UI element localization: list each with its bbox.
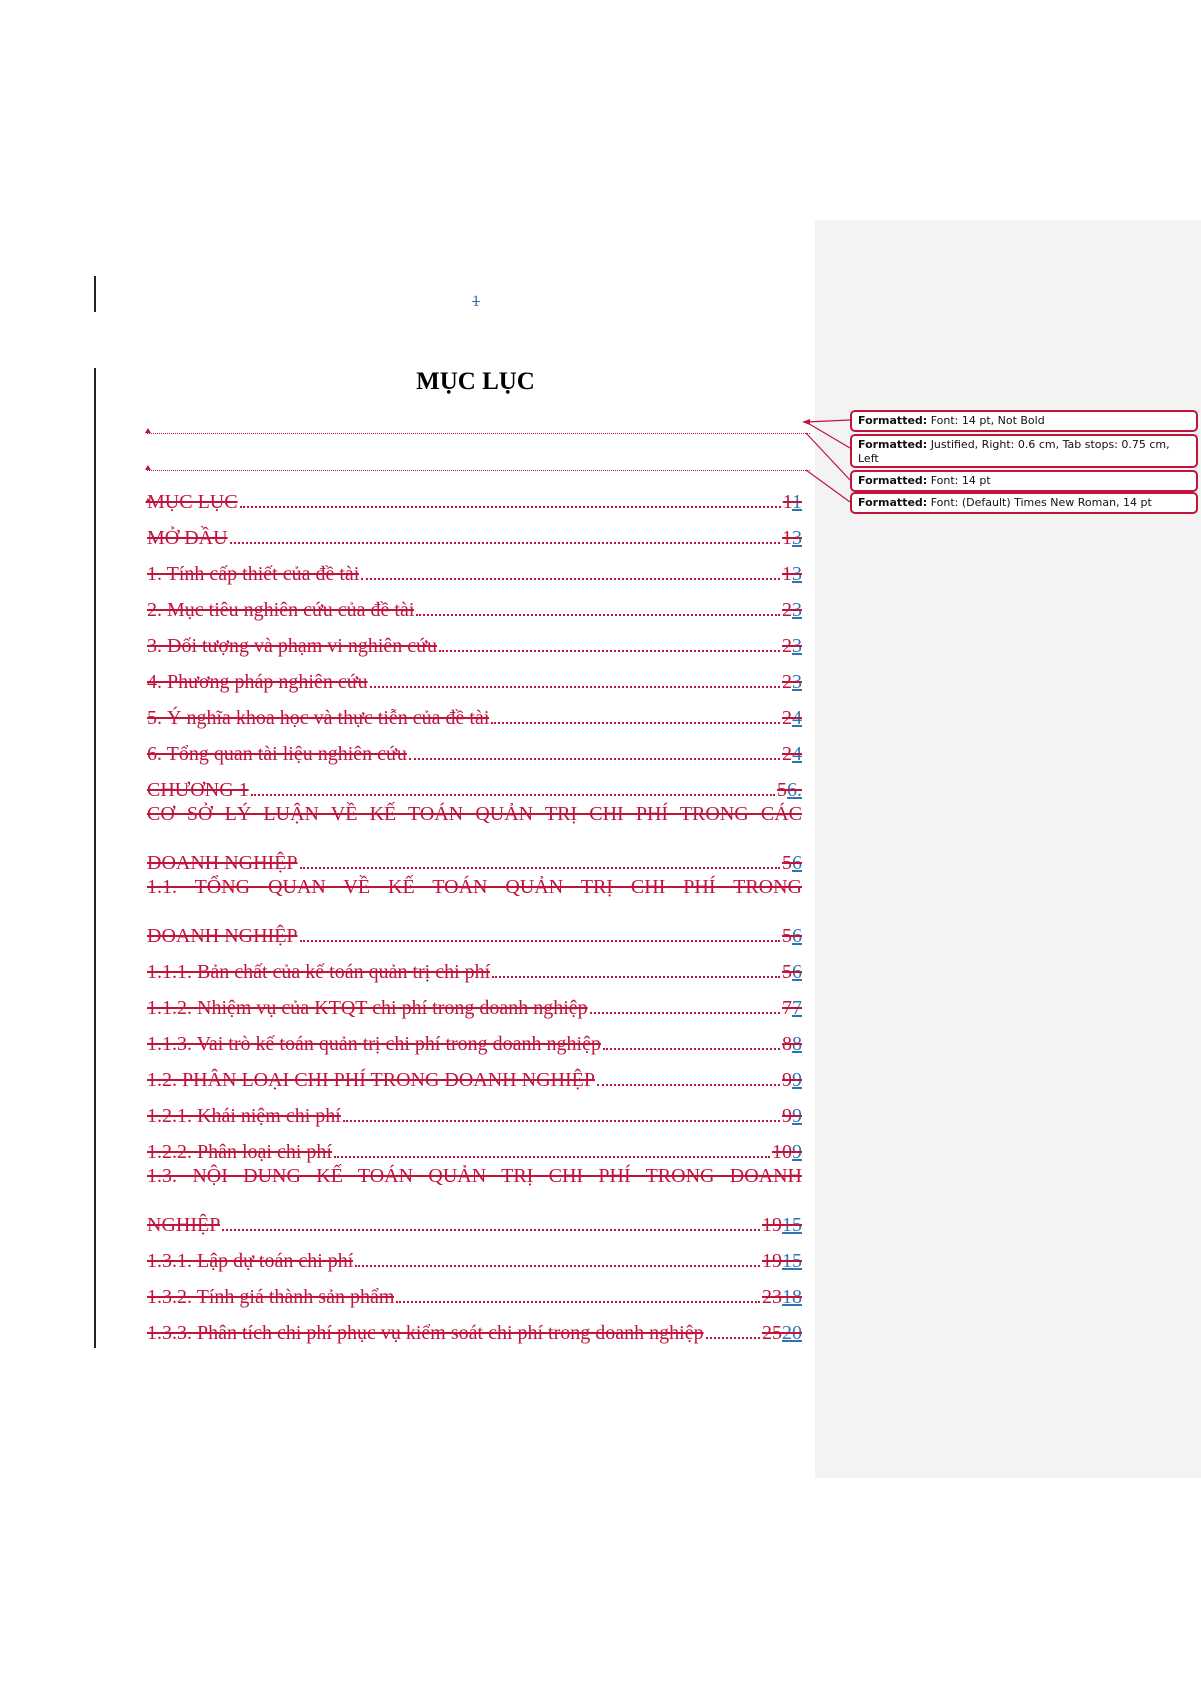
deleted-page-number: 5 [782,925,792,947]
toc-entry-text: 1.1. TỔNG QUAN VỀ KẾ TOÁN QUẢN TRỊ CHI PHÍ TRONG [147,876,802,898]
deleted-page-number: 23 [762,1286,782,1308]
inserted-page-number: 9 [792,1141,802,1163]
inserted-page-number: 1 [792,491,802,513]
deleted-page-number: 25 [762,1322,782,1344]
deleted-page-number: 19 [762,1214,782,1236]
toc-entry-text: 1.3.1. Lập dự toán chi phí [147,1250,354,1272]
deleted-page-number: 1 [782,527,792,549]
comment-label: Formatted: [858,496,928,509]
page-number: 1 [472,293,480,310]
inserted-page-number: 3 [792,671,802,693]
comment-text: Font: (Default) Times New Roman, 14 pt [930,496,1152,509]
deleted-page-number: 9 [782,1105,792,1127]
inserted-page-number: 6 [792,852,802,874]
inserted-page-number: 6 [792,961,802,983]
toc-entry-text: 1.1.2. Nhiệm vụ của KTQT chi phí trong doanh nghiệp [147,997,588,1019]
comment-balloon[interactable] [850,434,1198,468]
deleted-page-number: 1 [782,563,792,585]
inserted-page-number: 4 [792,707,802,729]
comment-label: Formatted: [858,438,928,451]
inserted-page-number: 3 [792,635,802,657]
toc-entry-text: CHƯƠNG 1 [147,779,249,801]
toc-title: MỤC LỤC [416,368,535,395]
toc-entry-text: 1.1.1. Bản chất của kế toán quản trị chi phí [147,961,491,983]
inserted-page-number: 15 [782,1250,802,1272]
deleted-page-number: 5 [782,852,792,874]
toc-entry-text: 1.2.1. Khái niệm chi phí [147,1105,341,1127]
deleted-page-number: 2 [782,707,792,729]
comment-text: Font: 14 pt [930,474,991,487]
deleted-page-number: 9 [782,1069,792,1091]
deleted-page-number: 1 [782,491,792,513]
inserted-page-number: 9 [792,1105,802,1127]
toc-entry-text: DOANH NGHIỆP [147,852,298,874]
inserted-page-number: 18 [782,1286,802,1308]
comment-balloon[interactable] [850,410,1198,432]
inserted-page-number: 6 [792,925,802,947]
inserted-page-number: 15 [782,1214,802,1236]
toc-entry-text: 1.2.2. Phân loại chi phí [147,1141,332,1163]
comment-balloon[interactable] [850,492,1198,514]
toc-entry-text: 3. Đối tượng và phạm vi nghiên cứu [147,635,437,657]
toc-entry-text: 1.3.2. Tính giá thành sản phẩm [147,1286,395,1308]
toc-entry-text: NGHIỆP [147,1214,221,1236]
toc-entry-text: 4. Phương pháp nghiên cứu [147,671,368,693]
inserted-page-number: 9 [792,1069,802,1091]
toc-entry-text: 1.2. PHÂN LOẠI CHI PHÍ TRONG DOANH NGHIỆP [147,1069,595,1091]
comment-balloon[interactable] [850,470,1198,492]
toc-entry-text: 5. Ý nghĩa khoa học và thực tiễn của đề tài [147,707,490,729]
inserted-page-number: 20 [782,1322,802,1344]
inserted-page-number: 8 [792,1033,802,1055]
comment-text: Justified, Right: 0.6 cm, Tab stops: 0.75 cm, Left [858,438,1170,465]
toc-entry-text: 1.1.3. Vai trò kế toán quản trị chi phí trong doanh nghiệp [147,1033,601,1055]
inserted-page-number: 6. [787,779,802,801]
deleted-page-number: 19 [762,1250,782,1272]
inserted-page-number: 7 [792,997,802,1019]
inserted-page-number: 3 [792,563,802,585]
deleted-page-number: 2 [782,599,792,621]
comment-text: Font: 14 pt, Not Bold [930,414,1045,427]
inserted-page-number: 3 [792,599,802,621]
deleted-page-number: 10 [772,1141,792,1163]
toc-entry-text: MỞ ĐẦU [147,527,228,549]
deleted-page-number: 2 [782,743,792,765]
toc-entry-text: CƠ SỞ LÝ LUẬN VỀ KẾ TOÁN QUẢN TRỊ CHI PHÍ TRONG CÁC [147,803,802,825]
deleted-page-number: 5 [777,779,787,801]
deleted-page-number: 7 [782,997,792,1019]
inserted-page-number: 3 [792,527,802,549]
comment-label: Formatted: [858,414,928,427]
deleted-page-number: 5 [782,961,792,983]
toc-entry-text: 1.3.3. Phân tích chi phí phục vụ kiểm soát chi phí trong doanh nghiệp [147,1322,704,1344]
toc-entry-text: 2. Mục tiêu nghiên cứu của đề tài [147,599,415,621]
toc-entry-text: 1. Tính cấp thiết của đề tài [147,563,360,585]
toc-entry-text: 1.3. NỘI DUNG KẾ TOÁN QUẢN TRỊ CHI PHÍ TRONG DOANH [147,1165,802,1187]
deleted-page-number: 2 [782,635,792,657]
toc-entry-text: 6. Tổng quan tài liệu nghiên cứu [147,743,407,765]
comment-label: Formatted: [858,474,928,487]
deleted-page-number: 8 [782,1033,792,1055]
toc-entry-text: DOANH NGHIỆP [147,925,298,947]
toc-entry-text: MỤC LỤC [147,491,238,513]
deleted-page-number: 2 [782,671,792,693]
inserted-page-number: 4 [792,743,802,765]
